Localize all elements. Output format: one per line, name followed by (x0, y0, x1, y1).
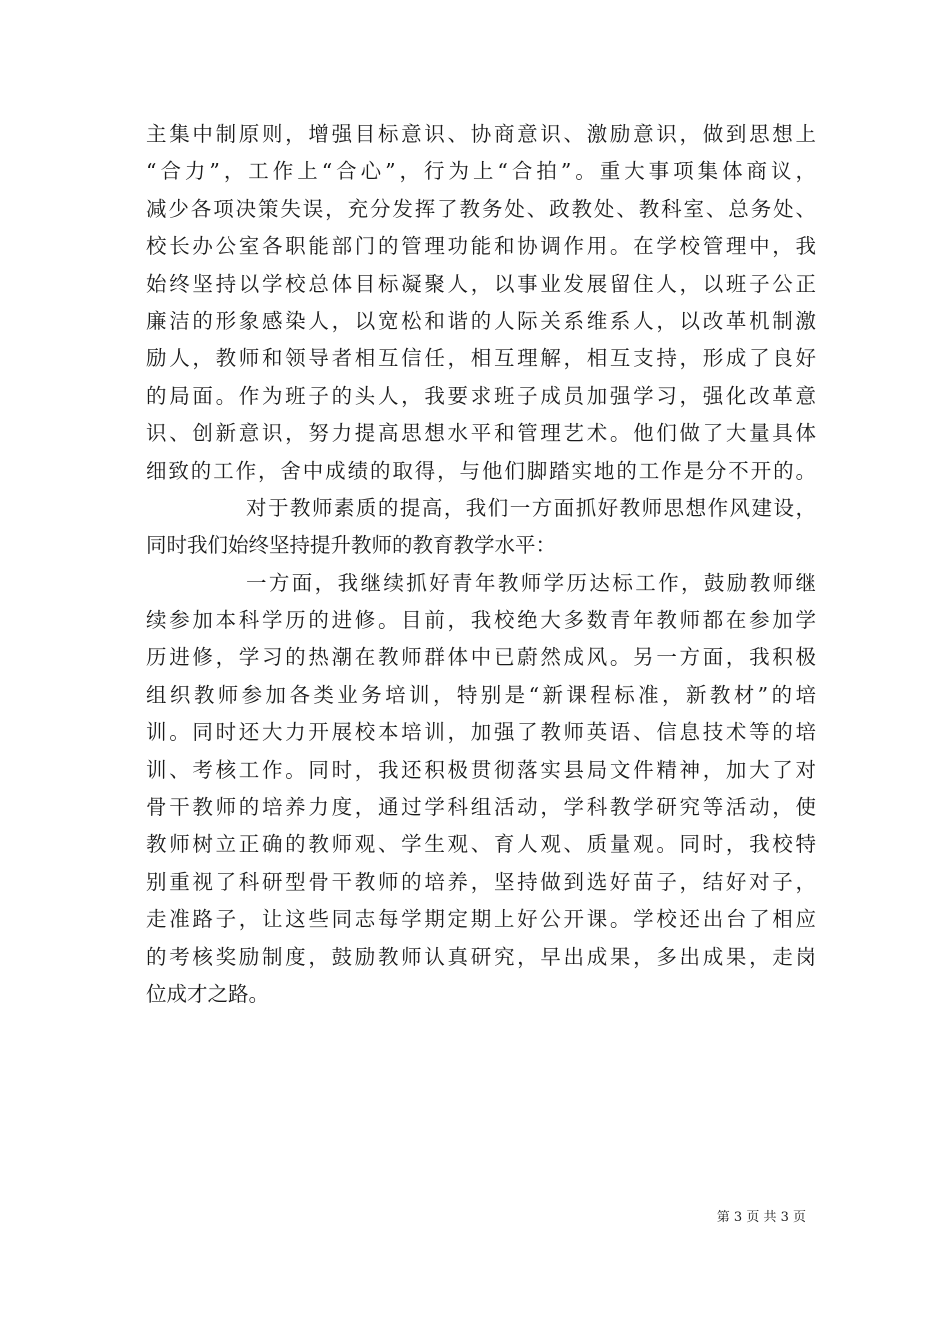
document-body (146, 116, 816, 1013)
page-number-footer: 第 3 页 共 3 页 (716, 1210, 806, 1225)
paragraph-3-line-2: 续参加本科学历的进修。目前，我校绝大多数青年教师都在参加学 (146, 608, 816, 633)
paragraph-1-line-7: 励人，教师和领导者相互信任，相互理解，相互支持，形成了良好 (146, 346, 816, 371)
paragraph-3-line-6: 训、考核工作。同时，我还积极贯彻落实县局文件精神，加大了对 (146, 757, 816, 782)
paragraph-3-line-4: 组织教师参加各类业务培训，特别是“新课程标准，新教材”的培 (146, 682, 816, 707)
paragraph-2-line-1: 对于教师素质的提高，我们一方面抓好教师思想作风建设， (246, 495, 816, 520)
paragraph-3-line-8: 教师树立正确的教师观、学生观、育人观、质量观。同时，我校特 (146, 832, 816, 857)
paragraph-1-line-5: 始终坚持以学校总体目标凝聚人，以事业发展留住人，以班子公正 (146, 271, 816, 296)
paragraph-2-line-2: 同时我们始终坚持提升教师的教育教学水平： (146, 533, 556, 558)
paragraph-1-line-4: 校长办公室各职能部门的管理功能和协调作用。在学校管理中，我 (146, 234, 816, 259)
paragraph-3-line-1: 一方面，我继续抓好青年教师学历达标工作，鼓励教师继 (246, 570, 816, 595)
paragraph-1-line-6: 廉洁的形象感染人，以宽松和谐的人际关系维系人，以改革机制激 (146, 308, 816, 333)
paragraph-3-line-5: 训。同时还大力开展校本培训，加强了教师英语、信息技术等的培 (146, 720, 816, 745)
paragraph-1-line-10: 细致的工作，舍中成绩的取得，与他们脚踏实地的工作是分不开的。 (146, 458, 816, 483)
paragraph-3-line-3: 历进修，学习的热潮在教师群体中已蔚然成风。另一方面，我积极 (146, 645, 816, 670)
paragraph-3-line-9: 别重视了科研型骨干教师的培养，坚持做到选好苗子，结好对子， (146, 869, 816, 894)
paragraph-3-line-7: 骨干教师的培养力度，通过学科组活动，学科教学研究等活动，使 (146, 795, 816, 820)
paragraph-1-line-2: “合力”，工作上“合心”，行为上“合拍”。重大事项集体商议， (146, 159, 816, 184)
paragraph-1-line-1: 主集中制原则，增强目标意识、协商意识、激励意识，做到思想上 (146, 122, 816, 146)
paragraph-1-line-8: 的局面。作为班子的头人，我要求班子成员加强学习，强化改革意 (146, 383, 816, 408)
paragraph-1-line-9: 识、创新意识，努力提高思想水平和管理艺术。他们做了大量具体 (146, 421, 816, 446)
paragraph-1-line-3: 减少各项决策失误，充分发挥了教务处、政教处、教科室、总务处、 (146, 196, 816, 221)
paragraph-3-line-11: 的考核奖励制度，鼓励教师认真研究，早出成果，多出成果，走岗 (146, 944, 816, 969)
paragraph-3-line-12: 位成才之路。 (146, 981, 269, 1006)
paragraph-3-line-10: 走准路子，让这些同志每学期定期上好公开课。学校还出台了相应 (146, 907, 816, 932)
